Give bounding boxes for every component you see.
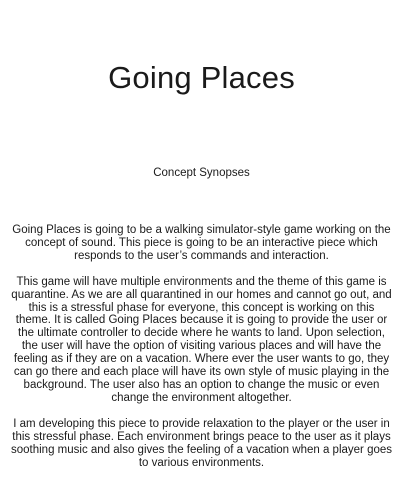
document-subtitle: Concept Synopses [153, 167, 250, 179]
paragraph-intro: Going Places is going to be a walking simulator-style game working on the concept of sound. This piece is going to be an interactive piece which responds to the user’s commands and interaction. [12, 224, 391, 262]
document-title: Going Places [108, 60, 295, 95]
paragraph-concept: This game will have multiple environments and the theme of this game is quarantine. As we are all quarantined in our homes and cannot go out, and this is a stressful phase for everyone, this concept is working on this theme. It is called Going Places because it is going to provide the user or the ultimate controller to decide where he wants to land. Upon selection, the user will have the option of visiting various places and will have the feeling as if they are on a vacation. Where ever the user wants to go, they can go there and each place will have its own style of music playing in the background. The user also has an option to change the music or even change the environment altogether. [11, 275, 392, 404]
paragraph-purpose: I am developing this piece to provide relaxation to the player or the user in this stressful phase. Each environment brings peace to the user as it plays soothing music and also gives the feeling of a vacation when a player goes to various environments. [10, 417, 393, 469]
document-body [10, 224, 393, 482]
